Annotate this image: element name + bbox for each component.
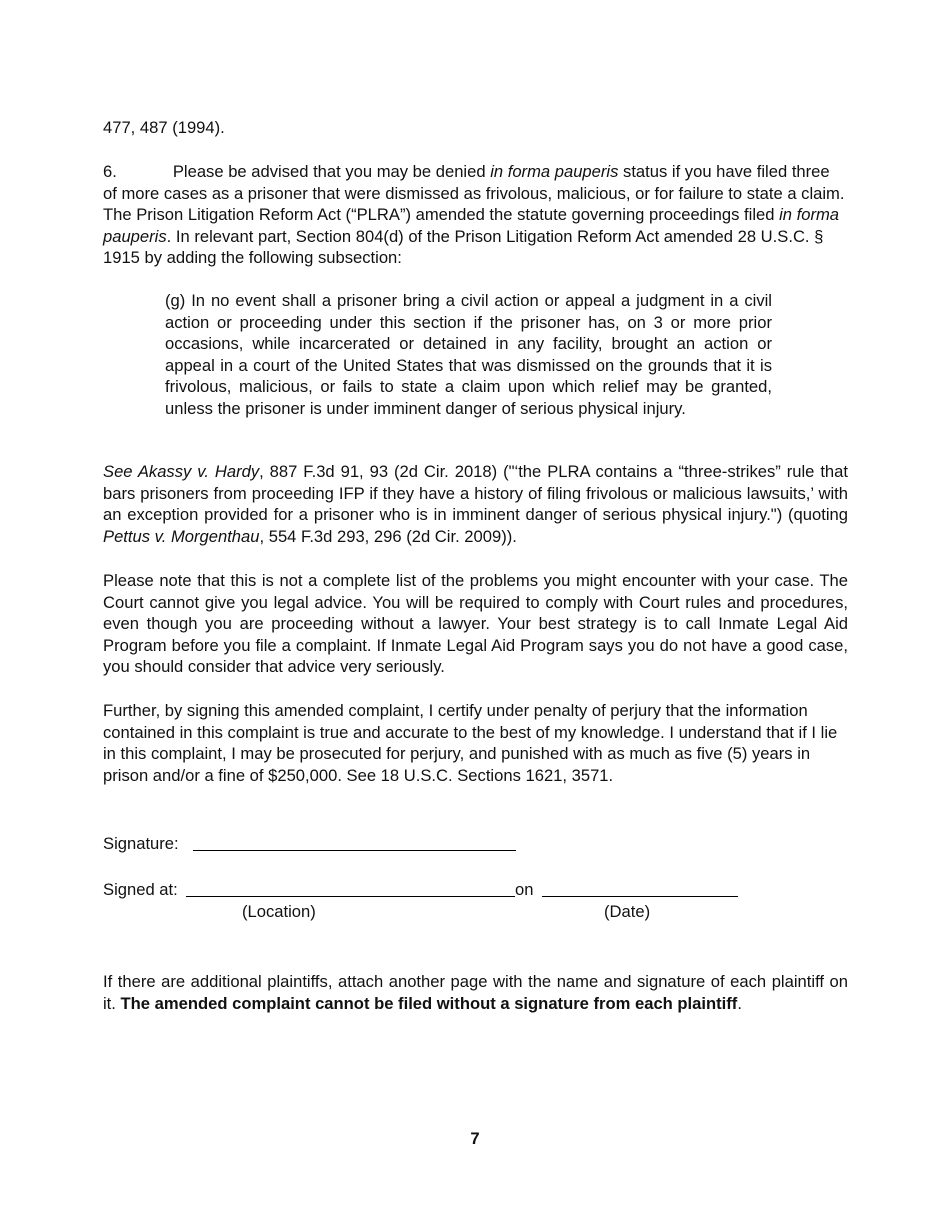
bold-warning: The amended complaint cannot be filed without a signature from each plaintiff xyxy=(120,993,738,1013)
location-caption: (Location) xyxy=(242,902,316,921)
para6-text-1: Please be advised that you may be denied xyxy=(172,162,491,181)
case-name-akassy: See Akassy v. Hardy xyxy=(103,462,260,481)
block-quote: (g) In no event shall a prisoner bring a civil action or appeal a judgment in a civil action or proceeding under this section if the prisoner has, on 3 or more prior occasions, while incarcerated or detained in any facility, brought an action or appeal in a court of the United States that was dismissed on the grounds that it is frivolous, malicious, or fails to state a claim upon which relief may be granted, unless the prisoner is under imminent danger of serious physical injury. xyxy=(165,291,772,418)
location-line[interactable] xyxy=(186,896,515,897)
page-number: 7 xyxy=(470,1129,480,1148)
signed-at-label: Signed at: xyxy=(103,880,178,899)
para6-italic-2: in forma pauperis xyxy=(103,205,840,246)
para6-italic-1: in forma pauperis xyxy=(490,162,619,181)
date-caption: (Date) xyxy=(604,902,651,921)
signature-line[interactable] xyxy=(193,850,516,851)
signature-label: Signature: xyxy=(103,834,179,853)
certification-paragraph: Further, by signing this amended complaint, I certify under penalty of perjury that the information contained in this complaint is true and accurate to the best of my knowledge. I understand that if I lie in this complaint, I may be prosecuted for perjury, and punished with as much as five (5) years in prison and/or a fine of $250,000. See 18 U.S.C. Sections 1621, 3571. xyxy=(103,701,838,785)
on-label: on xyxy=(515,880,534,899)
additional-period: . xyxy=(737,993,742,1013)
citation-text-1: , 887 F.3d 91, 93 (2d Cir. 2018) ("‘the PLRA contains a “three-strikes” rule that bars prisoners from proceeding IFP if they have a history of filing frivolous or malicious lawsuits,’ with an exception provided for a prisoner who is in imminent danger of serious physical injury.") (quoting xyxy=(103,462,848,525)
citation-text-2: , 554 F.3d 293, 296 (2d Cir. 2009)). xyxy=(259,526,517,546)
para6-text-3: . In relevant part, Section 804(d) of the Prison Litigation Reform Act amended 28 U.S.C. § 1915 by adding the following subsection: xyxy=(103,226,824,268)
para6-text-2: status if you have filed three of more cases as a prisoner that were dismissed as frivolous, malicious, or for failure to state a claim. The Prison Litigation Reform Act (“PLRA”) amended the statute governing proceedings filed xyxy=(103,162,845,225)
additional-plaintiffs-paragraph xyxy=(103,971,848,1014)
additional-text: If there are additional plaintiffs, attach another page with the name and signature of each plaintiff on it. xyxy=(103,972,848,1013)
continuation-text: 477, 487 (1994). xyxy=(103,118,225,137)
date-line[interactable] xyxy=(542,896,738,897)
case-name-pettus: Pettus v. Morgenthau xyxy=(103,526,260,546)
paragraph-6 xyxy=(103,161,848,269)
notice-paragraph: Please note that this is not a complete list of the problems you might encounter with your case. The Court cannot give you legal advice. You will be required to comply with Court rules and procedures, even though you are proceeding without a lawyer. Your best strategy is to call Inmate Legal Aid Program before you file a complaint. If Inmate Legal Aid Program says you do not have a good case, you should consider that advice very seriously. xyxy=(103,571,848,677)
citation-paragraph xyxy=(103,461,848,547)
paragraph-number: 6. xyxy=(103,162,117,181)
